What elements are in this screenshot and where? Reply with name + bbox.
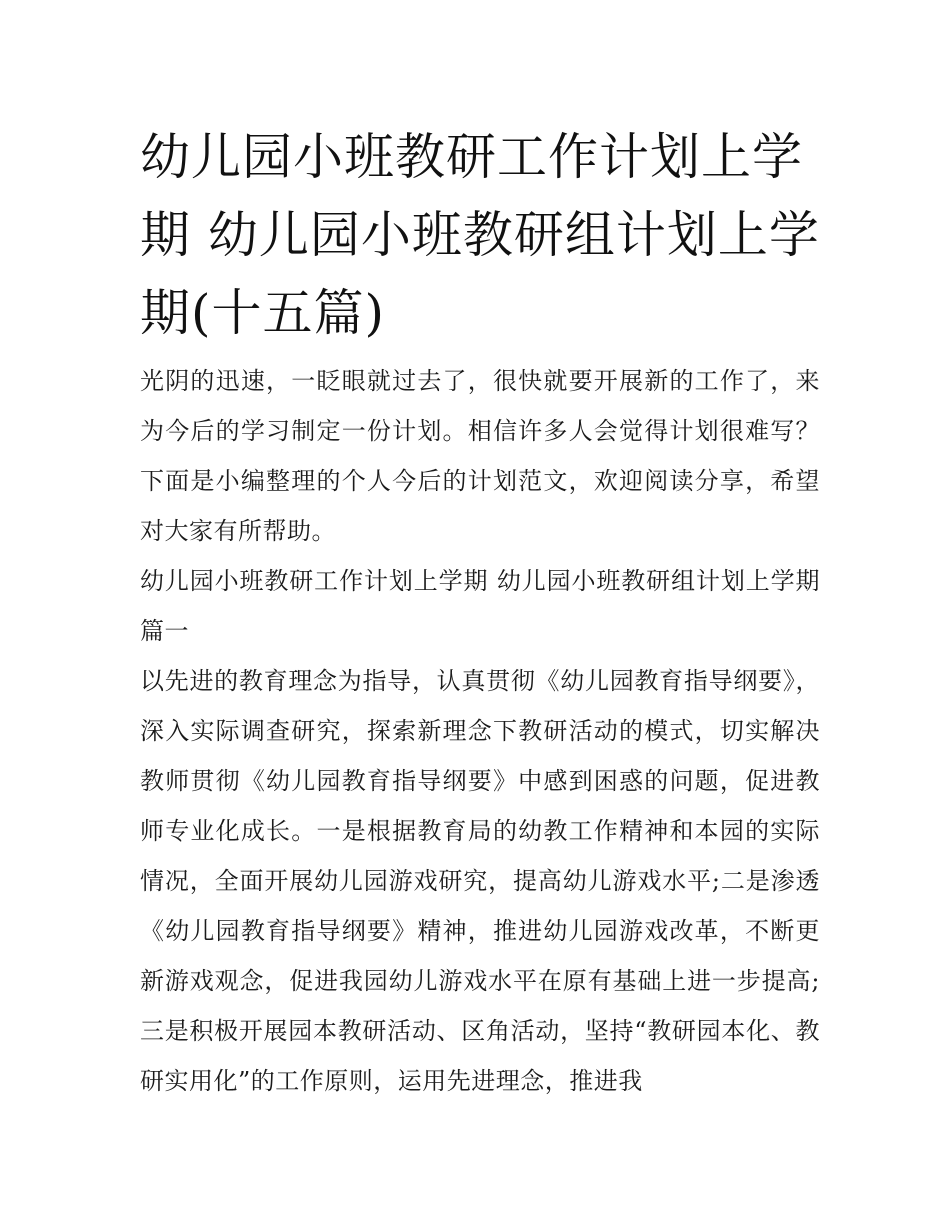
- section-heading: 幼儿园小班教研工作计划上学期 幼儿园小班教研组计划上学期篇一: [140, 567, 820, 645]
- document-title: 幼儿园小班教研工作计划上学期 幼儿园小班教研组计划上学期(十五篇): [140, 128, 820, 342]
- body-paragraph: 以先进的教育理念为指导，认真贯彻《幼儿园教育指导纲要》，深入实际调查研究，探索新理念下教研活动的模式，切实解决教师贯彻《幼儿园教育指导纲要》中感到困惑的问题，促进教师专业化成长。一是根据教育局的幼教工作精神和本园的实际情况，全面开展幼儿园游戏研究，提高幼儿游戏水平;二是渗透《幼儿园教育指导纲要》精神，推进幼儿园游戏改革，不断更新游戏观念，促进我园幼儿游戏水平在原有基础上进一步提高;三是积极开展园本教研活动、区角活动，坚持“教研园本化、教研实用化”的工作原则，运用先进理念，推进我: [140, 667, 820, 1095]
- intro-paragraph: 光阴的迅速，一眨眼就过去了，很快就要开展新的工作了，来为今后的学习制定一份计划。相信许多人会觉得计划很难写？下面是小编整理的个人今后的计划范文，欢迎阅读分享，希望对大家有所帮助。: [140, 367, 820, 545]
- document-body: [140, 356, 820, 1106]
